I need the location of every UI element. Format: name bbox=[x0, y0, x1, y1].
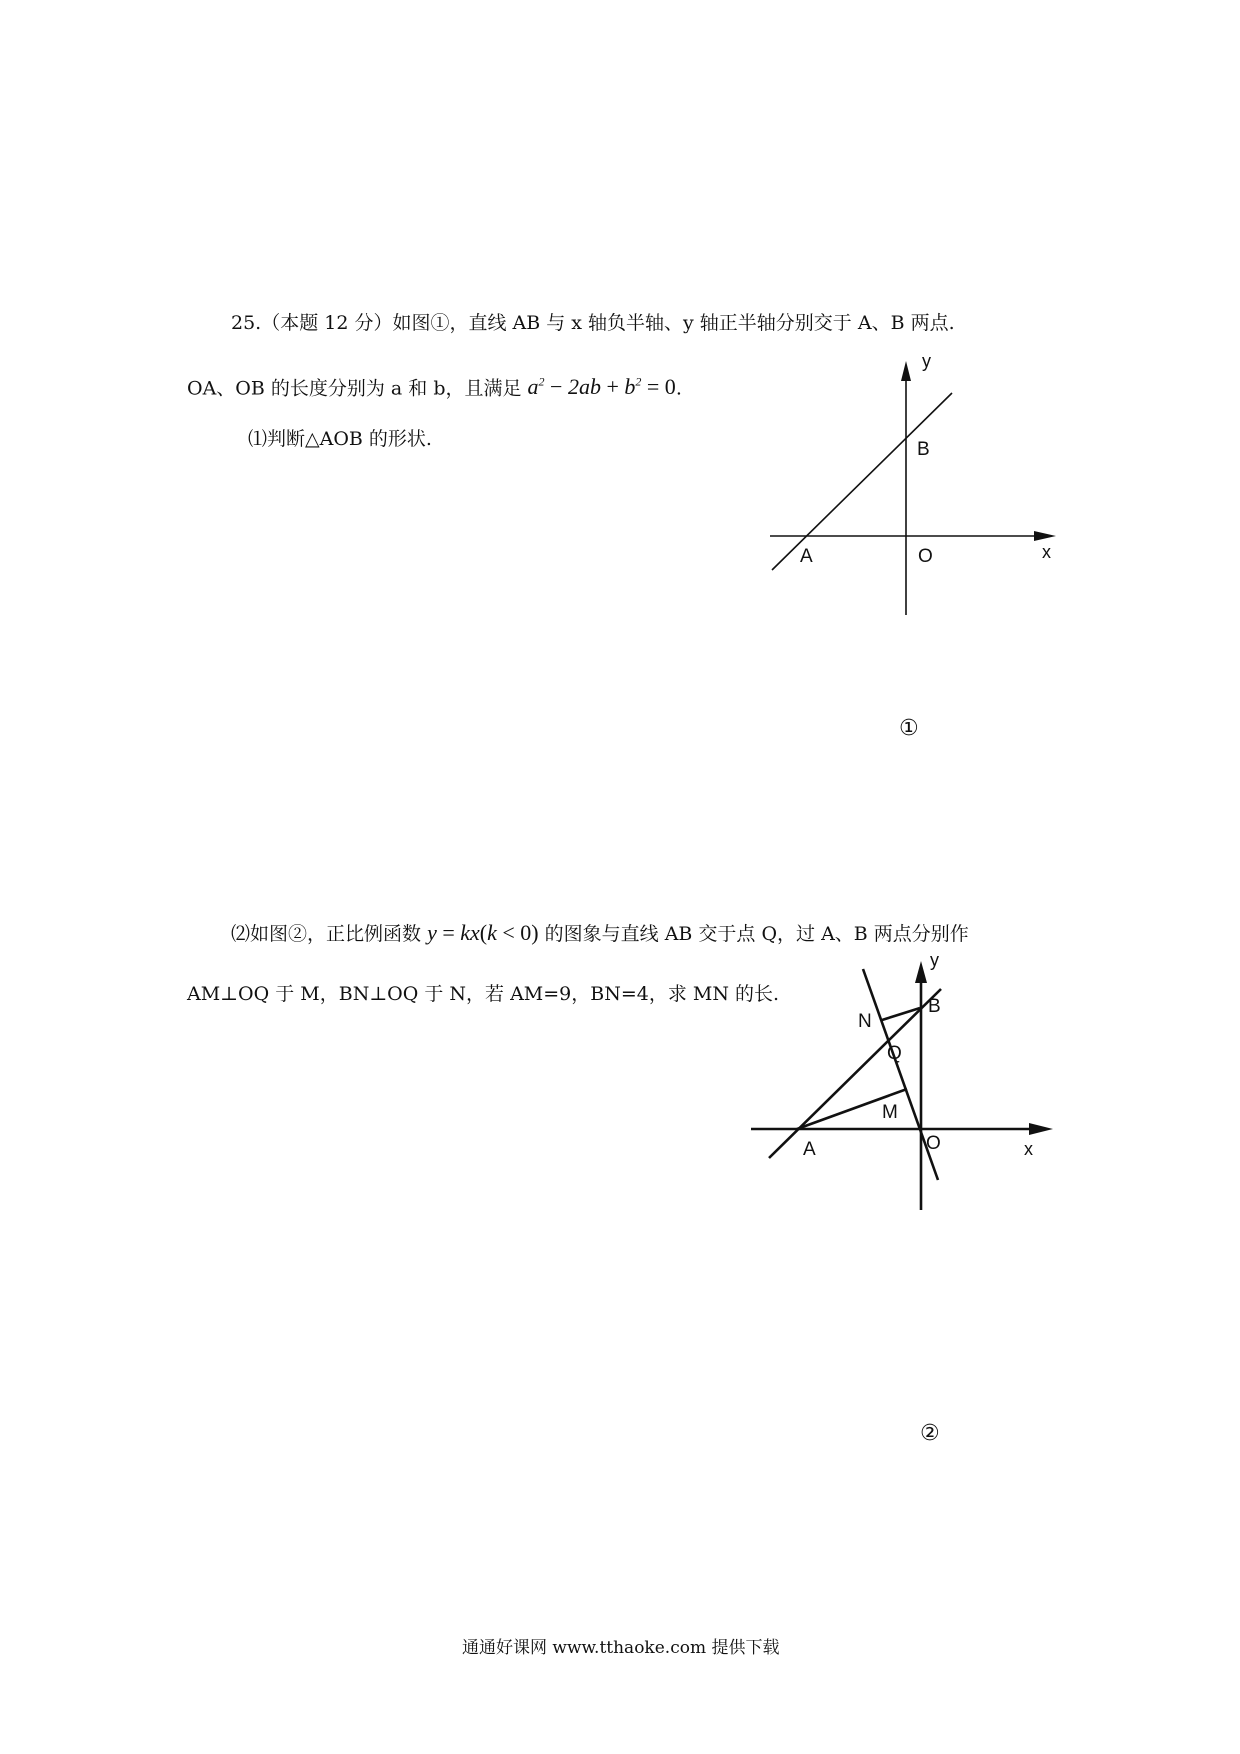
part1-question: ⑴判断△AOB 的形状. bbox=[248, 428, 432, 450]
fig2-label-n: N bbox=[858, 1011, 872, 1032]
fig1-label-y: y bbox=[922, 355, 931, 371]
fig1-label-b: B bbox=[917, 439, 930, 460]
part2-line2: AM⊥OQ 于 M，BN⊥OQ 于 N，若 AM=9，BN=4，求 MN 的长. bbox=[187, 983, 780, 1005]
figure-2-caption: ② bbox=[920, 1421, 940, 1446]
problem-line2 bbox=[187, 370, 682, 400]
fig1-line-ab bbox=[772, 393, 952, 570]
page-footer: 通通好课网 www.tthaoke.com 提供下载 bbox=[462, 1638, 780, 1658]
fig2-x-arrow bbox=[1029, 1123, 1053, 1135]
part2-line1 bbox=[231, 921, 969, 946]
problem-line2-text: OA、OB 的长度分别为 a 和 b，且满足 bbox=[187, 377, 522, 400]
fig1-x-arrow bbox=[1034, 531, 1056, 541]
fig2-label-o: O bbox=[926, 1133, 941, 1154]
fig1-y-arrow bbox=[901, 361, 911, 381]
part2-text-b: 的图象与直线 AB 交于点 Q，过 A、B 两点分别作 bbox=[544, 923, 969, 945]
fig2-label-m: M bbox=[882, 1102, 898, 1123]
fig2-line-ab bbox=[769, 989, 941, 1158]
condition-formula: $a^2 - 2ab + b^2 = 0$ bbox=[527, 374, 676, 400]
fig1-label-x: x bbox=[1042, 542, 1051, 562]
figure-1-caption: ① bbox=[899, 716, 919, 741]
fig2-label-x: x bbox=[1024, 1139, 1033, 1159]
part2-text-a: ⑵如图②，正比例函数 bbox=[231, 923, 422, 945]
fig1-label-o: O bbox=[918, 546, 933, 567]
problem-intro: 25.（本题 12 分）如图①，直线 AB 与 x 轴负半轴、y 轴正半轴分别交于 A、B 两点. bbox=[231, 312, 955, 334]
figure-1 bbox=[760, 355, 1060, 615]
fig2-label-b: B bbox=[928, 996, 941, 1017]
fig2-y-arrow bbox=[915, 961, 927, 983]
fig2-label-y: y bbox=[930, 955, 939, 970]
figure-2 bbox=[745, 955, 1055, 1225]
function-formula: y = kx(k < 0) bbox=[427, 920, 539, 945]
fig1-label-a: A bbox=[800, 546, 813, 567]
problem-line2-end: . bbox=[675, 377, 682, 400]
fig2-label-a: A bbox=[803, 1139, 816, 1160]
fig2-label-q: Q bbox=[887, 1043, 902, 1064]
